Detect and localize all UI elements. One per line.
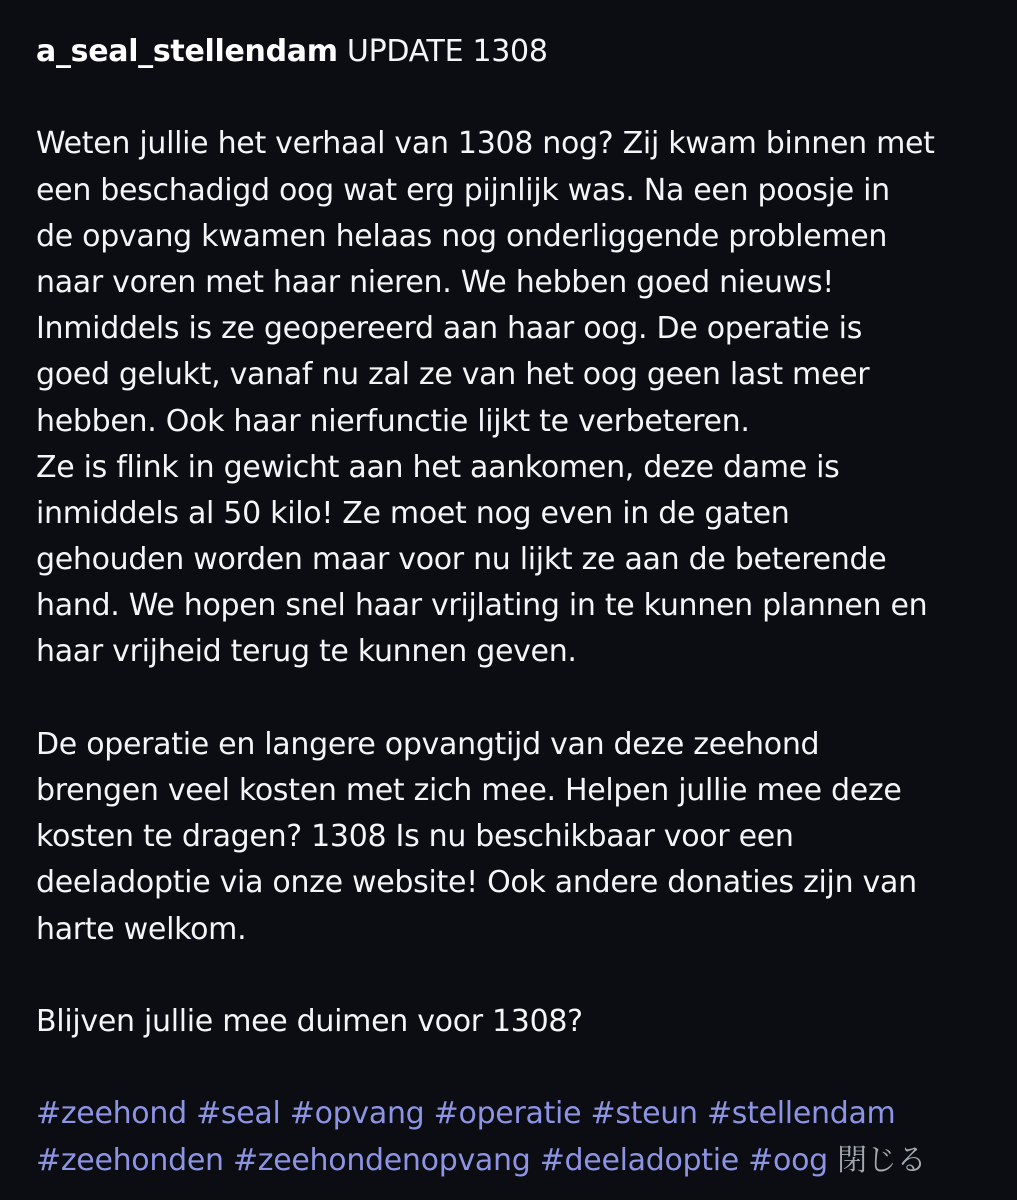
caption-paragraph-2 xyxy=(36,722,996,953)
caption-line: kosten te dragen? 1308 Is nu beschikbaar voor een xyxy=(36,819,794,855)
caption-question: Blijven jullie mee duimen voor 1308? xyxy=(36,1003,583,1039)
hashtag-row xyxy=(36,1138,996,1184)
caption-line: deeladoptie via onze website! Ook andere donaties zijn van xyxy=(36,865,917,901)
hashtag-row xyxy=(36,1091,996,1137)
spacer xyxy=(36,953,996,999)
close-caption-button[interactable]: 閉じる xyxy=(837,1142,927,1178)
hashtag-link[interactable]: #zeehond xyxy=(36,1096,187,1132)
caption-title: UPDATE 1308 xyxy=(346,34,548,69)
caption-line: Ze is flink in gewicht aan het aankomen, deze dame is xyxy=(36,449,840,485)
hashtag-link[interactable]: #steun xyxy=(590,1096,698,1132)
post-caption xyxy=(36,29,996,1184)
caption-line: hand. We hopen snel haar vrijlating in te kunnen plannen en xyxy=(36,588,928,624)
caption-line: harte welkom. xyxy=(36,911,247,947)
hashtag-link[interactable]: #oog xyxy=(748,1142,828,1178)
hashtag-link[interactable]: #opvang xyxy=(289,1096,425,1132)
caption-line: haar vrijheid terug te kunnen geven. xyxy=(36,634,577,670)
username-link[interactable]: a_seal_stellendam xyxy=(36,34,338,69)
hashtag-link[interactable]: #seal xyxy=(196,1096,281,1132)
caption-header xyxy=(36,29,996,75)
hashtag-link[interactable]: #operatie xyxy=(433,1096,582,1132)
caption-line: brengen veel kosten met zich mee. Helpen jullie mee deze xyxy=(36,773,902,808)
hashtag-link[interactable]: #zeehonden xyxy=(36,1142,224,1178)
hashtag-link[interactable]: #deeladoptie xyxy=(539,1142,739,1178)
spacer xyxy=(36,1045,996,1091)
caption-line: goed gelukt, vanaf nu zal ze van het oog geen last meer xyxy=(36,357,870,393)
hashtag-link[interactable]: #stellendam xyxy=(706,1096,896,1132)
hashtag-link[interactable]: #zeehondenopvang xyxy=(232,1142,531,1178)
caption-line: de opvang kwamen helaas nog onderliggende problemen xyxy=(36,218,888,254)
caption-paragraph-1 xyxy=(36,121,996,675)
caption-line: gehouden worden maar voor nu lijkt ze aan de beterende xyxy=(36,542,887,578)
spacer xyxy=(36,676,996,722)
caption-line: De operatie en langere opvangtijd van deze zeehond xyxy=(36,726,820,762)
spacer xyxy=(36,75,996,121)
caption-line: naar voren met haar nieren. We hebben goed nieuws! xyxy=(36,264,835,300)
caption-line: een beschadigd oog wat erg pijnlijk was. Na een poosje in xyxy=(36,172,890,208)
caption-line: Weten jullie het verhaal van 1308 nog? Zij kwam binnen met xyxy=(36,126,935,162)
caption-line: hebben. Ook haar nierfunctie lijkt te verbeteren. xyxy=(36,403,750,439)
caption-line: Inmiddels is ze geopereerd aan haar oog. De operatie is xyxy=(36,311,863,347)
caption-line: inmiddels al 50 kilo! Ze moet nog even in de gaten xyxy=(36,495,790,531)
